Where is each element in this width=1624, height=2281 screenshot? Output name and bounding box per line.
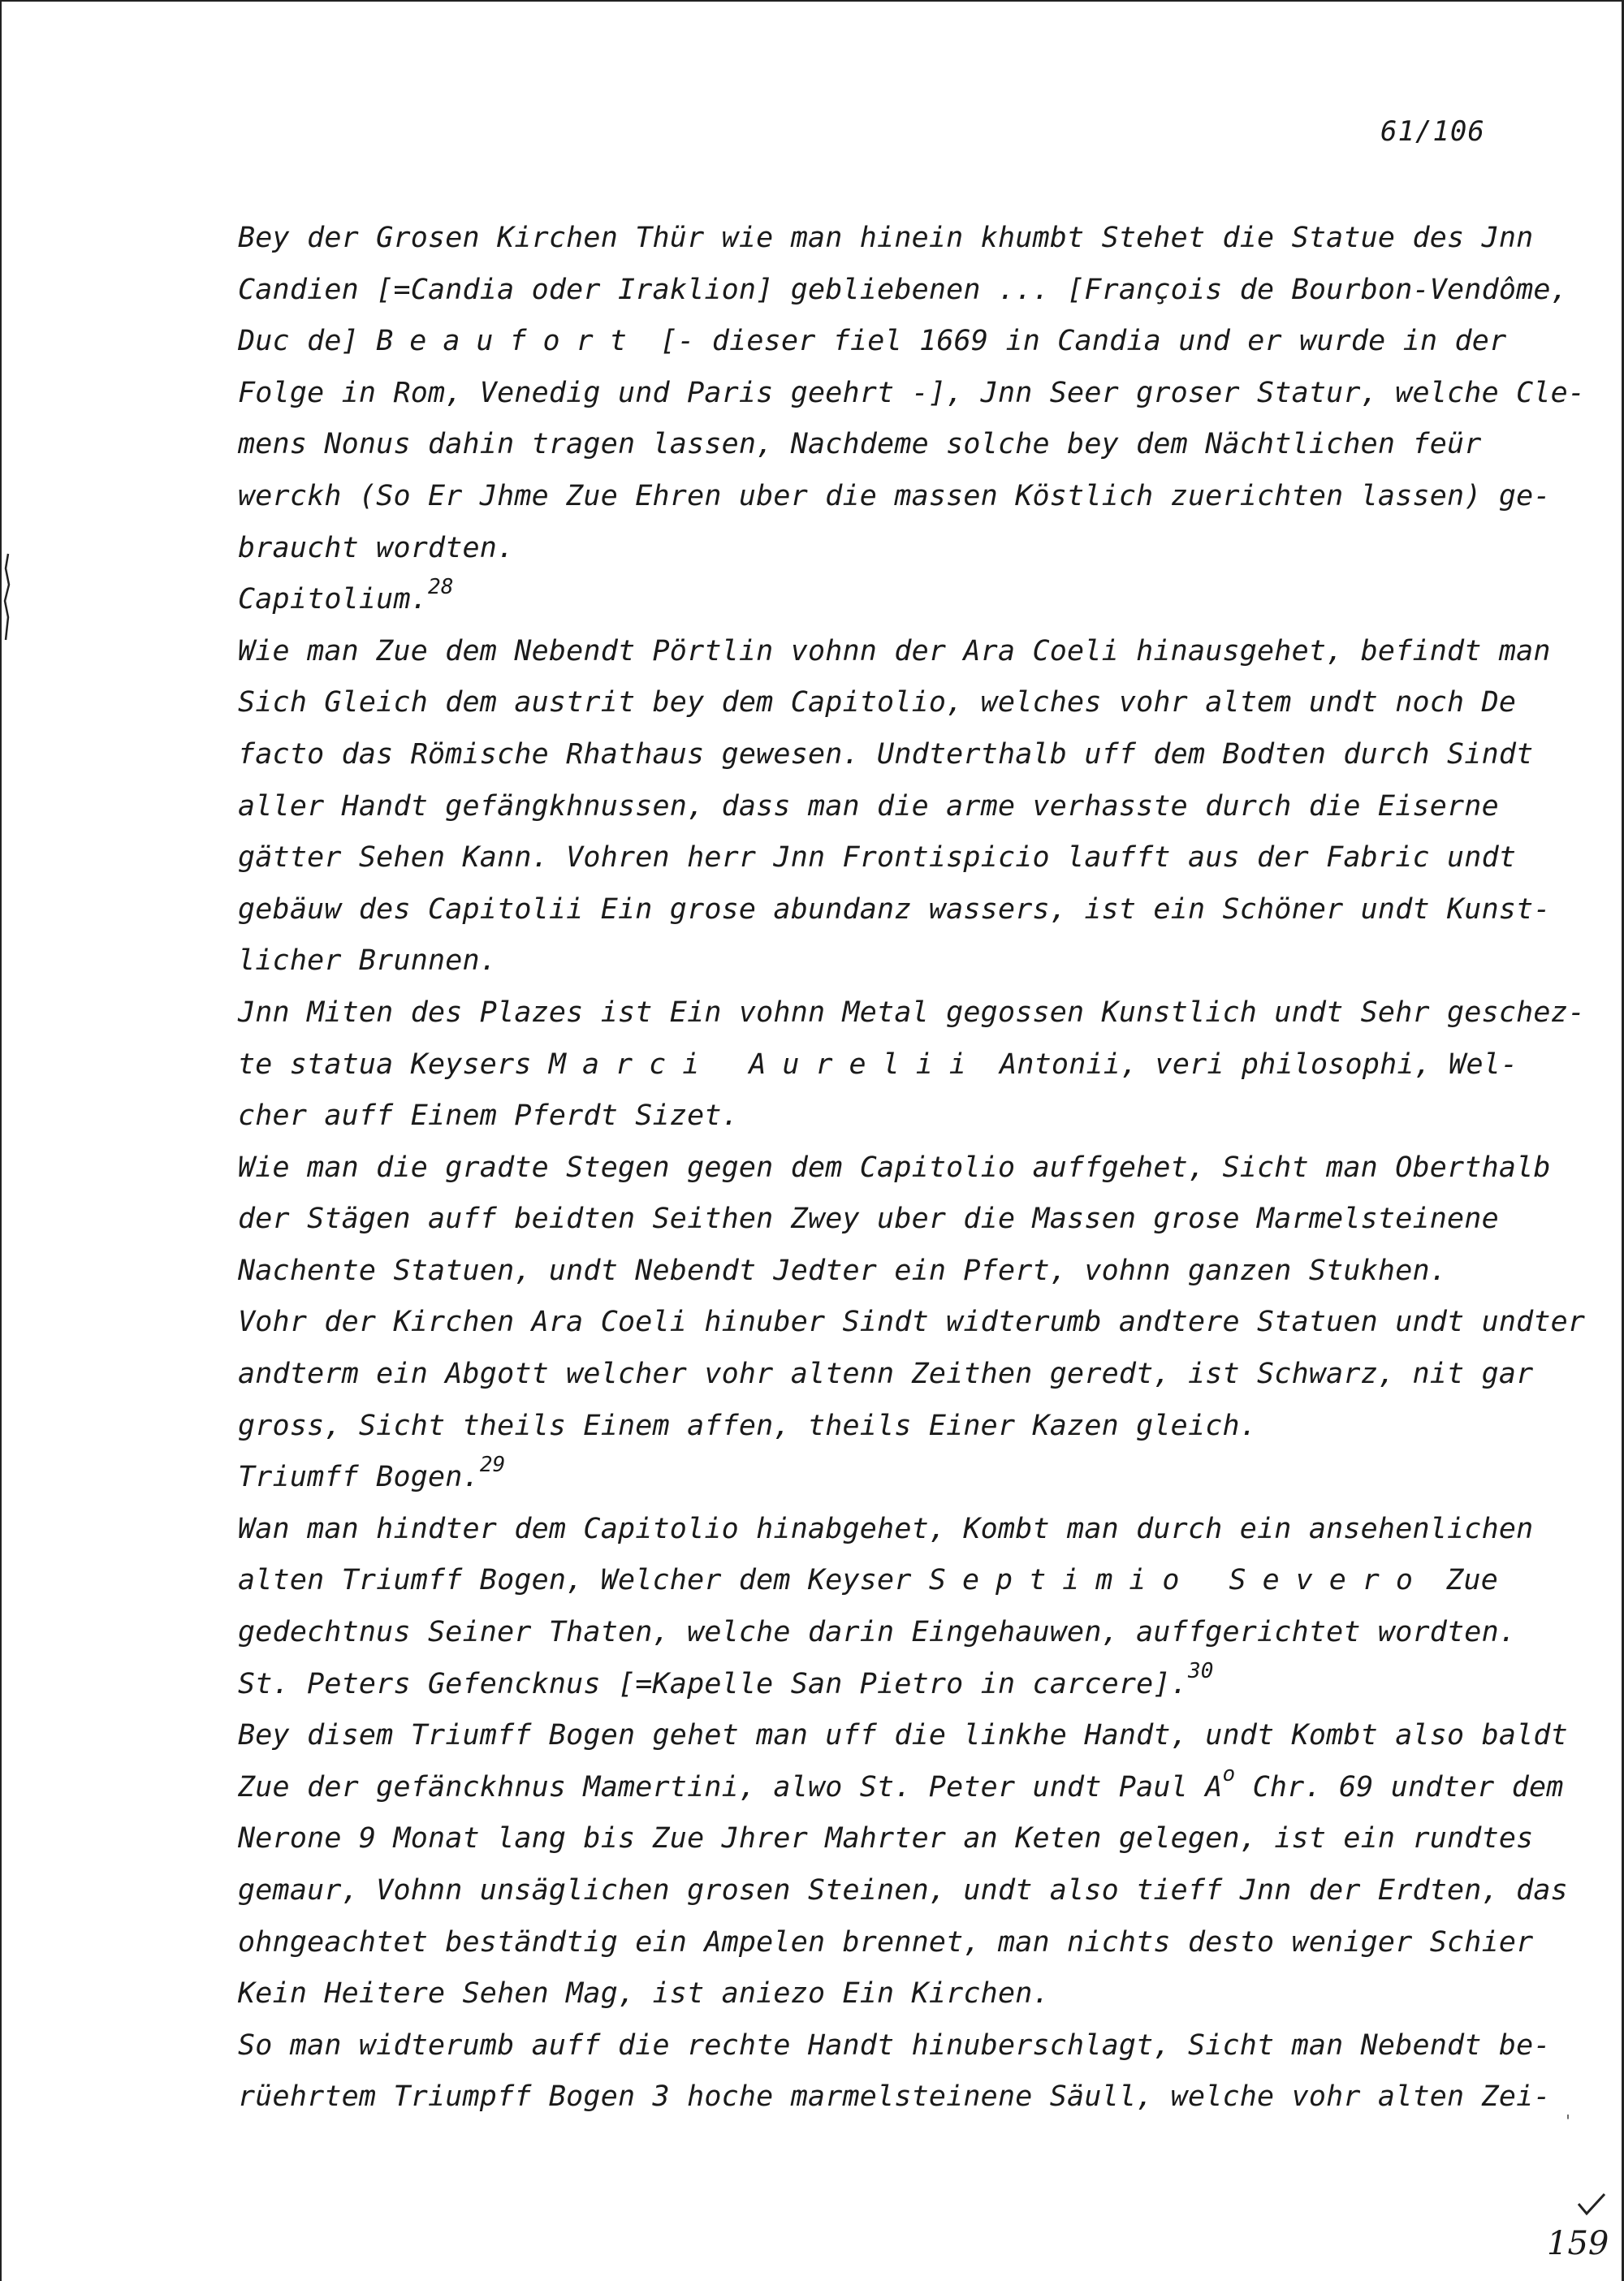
line-text: braucht wordten. — [238, 531, 515, 564]
page-number: 61/106 — [1380, 115, 1485, 148]
line-text: gedechtnus Seiner Thaten, welche darin Eingehauwen, auffgerichtet wordten. — [238, 1616, 1517, 1649]
line-text-end: [- dieser fiel 1669 in Candia und er wurde in der — [642, 325, 1507, 358]
check-mark-icon — [1575, 2192, 1608, 2217]
text-line — [238, 265, 1568, 317]
text-line — [238, 935, 1537, 987]
line-text-start: alten Triumff Bogen, Welcher dem Keyser — [238, 1564, 929, 1597]
line-text: Nachente Statuen, undt Nebendt Jedter ein Pfert, vohnn ganzen Stukhen. — [238, 1254, 1448, 1287]
line-text: rüehrtem Triumpff Bogen 3 hoche marmelsteinene Säull, welche vohr alten Zei- — [238, 2080, 1551, 2114]
line-text: gebäuw des Capitolii Ein grose abundanz wassers, ist ein Schöner undt Kunst- — [238, 892, 1551, 926]
text-line — [238, 368, 1586, 420]
text-line — [238, 1968, 1537, 2020]
spaced-name: Beaufort — [376, 325, 643, 358]
text-line — [238, 832, 1537, 884]
text-line — [238, 626, 1551, 678]
line-text: Bey disem Triumff Bogen gehet man uff die linkhe Handt, undt Kombt also baldt — [238, 1719, 1568, 1752]
line-text: cher auff Einem Pferdt Sizet. — [238, 1099, 739, 1133]
text-line — [238, 1349, 1537, 1401]
text-line — [238, 1504, 1537, 1556]
line-text: gemaur, Vohnn unsäglichen grosen Steinen, undt also tieff Jnn der Erdten, das — [238, 1874, 1568, 1907]
text-line — [238, 1246, 1537, 1298]
text-line — [238, 987, 1586, 1039]
line-text: Wie man Zue dem Nebendt Pörtlin vohnn der Ara Coeli hinausgehet, befindt man — [238, 634, 1551, 667]
text-line — [238, 316, 1537, 368]
text-line — [238, 1297, 1586, 1349]
line-text: gätter Sehen Kann. Vohren herr Jnn Frontispicio laufft aus der Fabric undt — [238, 841, 1517, 875]
text-line — [238, 1143, 1551, 1195]
text-line — [238, 1039, 1537, 1091]
footnote-marker: 30 — [1187, 1658, 1214, 1683]
line-text: licher Brunnen. — [238, 944, 498, 978]
text-line — [238, 1917, 1537, 1969]
text-line — [238, 2071, 1551, 2123]
text-line — [238, 1762, 1564, 1814]
line-text: Wie man die gradte Stegen gegen dem Capitolio auffgehet, Sicht man Oberthalb — [238, 1151, 1551, 1184]
margin-bracket-mark — [3, 552, 11, 642]
superscript: o — [1222, 1762, 1236, 1787]
footnote-marker: 29 — [479, 1452, 506, 1477]
line-text: andterm ein Abgott welcher vohr altenn Zeithen geredt, ist Schwarz, nit gar — [238, 1358, 1534, 1391]
line-text: der Stägen auff beidten Seithen Zwey uber die Massen grose Marmelsteinene — [238, 1203, 1499, 1236]
text-line — [238, 677, 1537, 729]
page-left-edge — [0, 0, 2, 2281]
text-line — [238, 1659, 1537, 1711]
text-line — [238, 1865, 1568, 1917]
line-text: Kein Heitere Sehen Mag, ist aniezo Ein Kirchen. — [238, 1977, 1050, 2011]
text-line — [238, 884, 1551, 936]
line-text: ohngeachtet beständtig ein Ampelen brennet, man nichts desto weniger Schier — [238, 1925, 1534, 1959]
text-line — [238, 574, 1537, 626]
line-text: Jnn Miten des Plazes ist Ein vohnn Metal gegossen Kunstlich undt Sehr geschez- — [238, 996, 1586, 1029]
text-line — [238, 729, 1537, 781]
line-text-start: Zue der gefänckhnus Mamertini, alwo St. Peter undt Paul A — [238, 1770, 1223, 1804]
text-line — [238, 1194, 1537, 1246]
folio-annotation: 159 — [1547, 2225, 1609, 2262]
line-text-start: te statua Keysers — [238, 1048, 549, 1081]
text-line — [238, 213, 1537, 265]
line-text: Capitolium. — [238, 583, 428, 616]
text-line — [238, 1813, 1537, 1865]
line-text-end: Chr. 69 undter dem — [1235, 1770, 1564, 1804]
line-text: Candien [=Candia oder Iraklion] gebliebenen ... [François de Bourbon-Vendôme, — [238, 273, 1568, 306]
line-text: gross, Sicht theils Einem affen, theils Einer Kazen gleich. — [238, 1409, 1258, 1442]
line-text: So man widterumb auff die rechte Handt hinuberschlagt, Sicht man Nebendt be- — [238, 2028, 1551, 2062]
line-text: Sich Gleich dem austrit bey dem Capitolio, welches vohr altem undt noch De — [238, 686, 1517, 719]
text-line — [238, 419, 1537, 471]
text-line — [238, 2020, 1551, 2072]
line-text: mens Nonus dahin tragen lassen, Nachdeme solche bey dem Nächtlichen feür — [238, 428, 1482, 461]
transcription-text — [238, 213, 1586, 2123]
line-text: aller Handt gefängkhnussen, dass man die arme verhasste durch die Eiserne — [238, 789, 1499, 823]
line-text: Wan man hindter dem Capitolio hinabgehet, Kombt man durch ein ansehenlichen — [238, 1512, 1534, 1545]
line-text: werckh (So Er Jhme Zue Ehren uber die massen Köstlich zuerichten lassen) ge- — [238, 479, 1551, 512]
line-text: Bey der Grosen Kirchen Thür wie man hinein khumbt Stehet die Statue des Jnn — [238, 222, 1534, 254]
text-line — [238, 1710, 1568, 1762]
line-text-start: Duc de] — [238, 325, 377, 358]
line-text: facto das Römische Rhathaus gewesen. Undterthalb uff dem Bodten durch Sindt — [238, 737, 1534, 771]
line-text-end: Zue — [1428, 1564, 1499, 1597]
text-line — [238, 523, 1537, 575]
line-text: Nerone 9 Monat lang bis Zue Jhrer Mahrter an Keten gelegen, ist ein rundtes — [238, 1822, 1534, 1855]
text-line — [238, 471, 1551, 523]
line-text: Triumff Bogen. — [238, 1461, 480, 1494]
text-line — [238, 1452, 1537, 1504]
spaced-name: Septimio Severo — [928, 1564, 1429, 1597]
line-text-end: Antonii, veri philosophi, Wel- — [982, 1048, 1518, 1081]
footnote-marker: 28 — [428, 574, 454, 599]
line-text: Folge in Rom, Venedig und Paris geehrt -], Jnn Seer groser Statur, welche Cle- — [238, 376, 1586, 409]
spaced-name: Marci Aurelii — [548, 1048, 983, 1081]
text-line — [238, 1401, 1537, 1453]
page-top-edge — [0, 0, 1624, 2]
text-line — [238, 781, 1537, 833]
text-line — [238, 1555, 1537, 1607]
margin-tick-mark: ' — [1563, 2111, 1574, 2131]
text-line — [238, 1607, 1537, 1659]
line-text: St. Peters Gefencknus [=Kapelle San Pietro in carcere]. — [238, 1667, 1188, 1700]
line-text: Vohr der Kirchen Ara Coeli hinuber Sindt widterumb andtere Statuen undt undter — [238, 1306, 1586, 1339]
text-line — [238, 1091, 1537, 1143]
